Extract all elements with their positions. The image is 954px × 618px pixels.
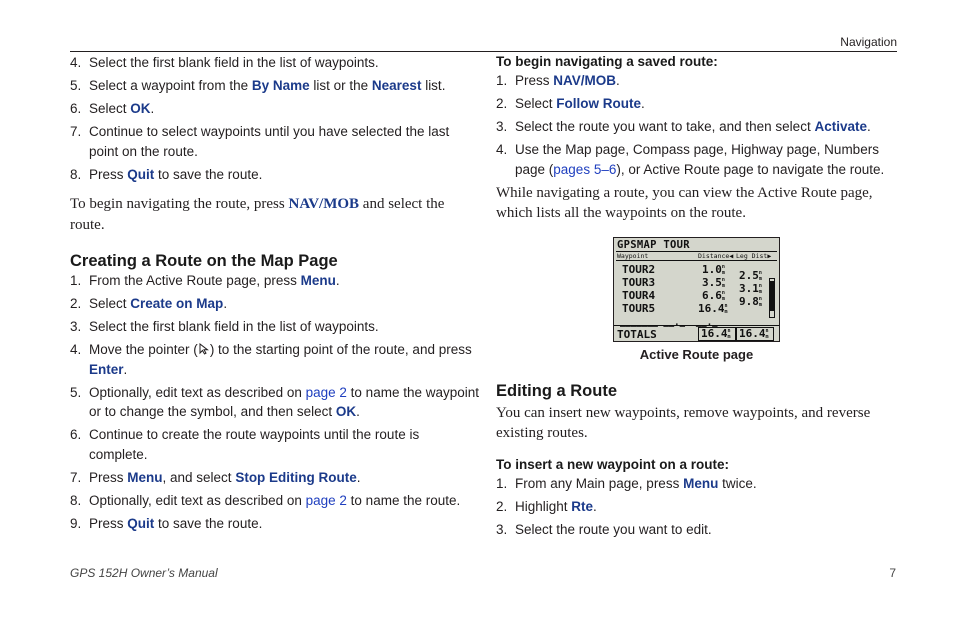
step-text: . — [866, 119, 871, 134]
steps-list-bottom — [70, 271, 480, 533]
step-text: Optionally, edit text as described on — [89, 384, 306, 400]
step-number: 3. — [496, 521, 508, 537]
step-number: 5. — [70, 384, 82, 400]
unit-top: n — [758, 295, 762, 302]
unit-top: n — [721, 276, 725, 283]
step-item — [496, 117, 896, 137]
ui-term: Quit — [127, 166, 155, 182]
step-number: 1. — [496, 475, 508, 491]
step-text: to name the route. — [346, 492, 461, 508]
step-text: to save the route. — [154, 166, 263, 182]
step-number: 7. — [70, 124, 82, 139]
nav-mob-key: NAV/MOB — [288, 196, 360, 212]
waypoint-distance — [702, 277, 727, 289]
unit-bottom: m — [724, 308, 728, 315]
ui-term: Rte — [571, 498, 594, 514]
page-link[interactable]: page 2 — [305, 384, 347, 400]
waypoint-distance — [702, 264, 727, 276]
unit-label — [725, 303, 730, 315]
step-text: Press — [89, 515, 128, 531]
running-header: Navigation — [840, 35, 897, 49]
totals-label: TOTALS — [617, 327, 657, 341]
step-item — [70, 99, 480, 119]
unit-bottom: m — [721, 295, 725, 302]
step-item — [496, 71, 896, 91]
step-number: 5. — [70, 78, 82, 93]
unit-label — [766, 328, 771, 340]
step-text: Continue to select waypoints until you have selected the last point on the route. — [89, 124, 450, 159]
step-item — [496, 474, 896, 494]
step-item — [70, 468, 480, 488]
leg-value: 2.5 — [739, 268, 759, 282]
left-column — [70, 52, 480, 537]
unit-label — [759, 270, 764, 282]
unit-top: n — [765, 327, 769, 334]
ui-term: Follow Route — [556, 96, 642, 111]
unit-label — [722, 277, 727, 289]
unit-bottom: m — [758, 301, 762, 308]
step-text: . — [356, 469, 361, 485]
step-item — [70, 425, 480, 464]
step-item — [70, 122, 480, 161]
step-number: 1. — [496, 73, 508, 88]
step-number: 1. — [70, 273, 82, 288]
step-text: . — [123, 361, 128, 377]
gps-screen — [613, 237, 780, 342]
step-number: 3. — [70, 319, 82, 334]
active-route-figure — [613, 237, 780, 362]
unit-top: n — [727, 327, 731, 334]
distance-value: 16.4 — [698, 301, 725, 315]
step-text: to name the waypoint or to change the symbol, and then select — [89, 384, 480, 419]
unit-bottom: m — [721, 269, 725, 276]
ui-term: Quit — [127, 515, 155, 531]
unit-label — [722, 290, 727, 302]
step-number: 6. — [70, 427, 82, 442]
step-item — [70, 383, 480, 422]
step-text: Select — [89, 296, 131, 311]
step-text: ), or Active Route page to navigate the route. — [616, 161, 885, 177]
step-text: From any Main page, press — [515, 475, 684, 491]
ui-term: Menu — [127, 469, 163, 485]
step-number: 4. — [496, 142, 508, 157]
arrow-right-icon: ▶ — [767, 251, 772, 260]
step-text: . — [356, 404, 360, 419]
leg-value: 9.8 — [739, 294, 759, 308]
step-text: Press — [515, 73, 554, 88]
unit-label — [728, 328, 733, 340]
step-text: . — [616, 73, 620, 88]
step-text: Use the Map page, Compass page, Highway page, Numbers page ( — [515, 142, 879, 177]
ui-term: NAV/MOB — [553, 73, 617, 88]
step-item — [70, 340, 480, 379]
pointer-icon — [198, 342, 210, 357]
step-text: Select a waypoint from the — [89, 78, 252, 93]
total-leg — [736, 327, 774, 341]
blank-leg-dashes: __._ — [695, 317, 718, 328]
unit-label — [759, 296, 764, 308]
step-item — [496, 520, 896, 540]
unit-bottom: m — [758, 288, 762, 295]
step-number: 6. — [70, 101, 82, 116]
procedure-heading-navigate: To begin navigating a saved route: — [496, 54, 718, 69]
leg-distance — [739, 270, 764, 282]
step-text: Select — [515, 96, 557, 111]
step-text: Select the route you want to edit. — [515, 521, 712, 537]
waypoint-name: TOUR4 — [622, 288, 656, 302]
arrow-left-icon: ◀ — [729, 251, 734, 260]
waypoint-distance — [702, 290, 727, 302]
step-item — [70, 491, 480, 511]
distance-value: 6.6 — [702, 288, 722, 302]
footer-manual-title: GPS 152H Owner’s Manual — [70, 566, 218, 580]
column-header-leg-label: Leg Dist — [736, 251, 768, 260]
step-item — [496, 497, 896, 517]
unit-bottom: m — [727, 333, 731, 340]
step-text: . — [593, 498, 597, 514]
ui-term: Menu — [300, 273, 336, 288]
column-header-distance — [698, 252, 733, 260]
step-text: . — [223, 296, 228, 311]
ui-term: Enter — [89, 361, 124, 377]
unit-top: n — [758, 282, 762, 289]
step-text: Press — [89, 166, 128, 182]
step-number: 8. — [70, 166, 82, 182]
unit-bottom: m — [721, 282, 725, 289]
waypoint-name: TOUR3 — [622, 275, 656, 289]
gps-screen-title: GPSMAP TOUR — [617, 238, 690, 251]
ui-term: Stop Editing Route — [235, 469, 357, 485]
steps-list-insert — [496, 474, 896, 540]
unit-top: n — [758, 269, 762, 276]
step-text: Continue to create the route waypoints until the route is complete. — [89, 427, 420, 462]
waypoint-name: TOUR5 — [622, 301, 656, 315]
scrollbar — [769, 278, 775, 318]
total-distance — [698, 327, 736, 341]
ui-term: By Name — [251, 78, 310, 93]
ui-term: OK — [335, 404, 357, 419]
step-text: Move the pointer ( — [89, 342, 198, 357]
step-item — [70, 76, 480, 96]
unit-bottom: m — [758, 275, 762, 282]
totals-bar — [614, 325, 779, 341]
step-text: Press — [89, 469, 128, 485]
unit-top: n — [721, 263, 725, 270]
step-text: From the Active Route page, press — [89, 273, 301, 288]
navigate-paragraph — [70, 194, 480, 235]
step-number: 4. — [70, 55, 82, 70]
step-number: 8. — [70, 492, 82, 508]
distance-value: 3.5 — [702, 275, 722, 289]
unit-top: n — [721, 289, 725, 296]
step-text: ) to the starting point of the route, and press — [209, 342, 472, 357]
leg-distance — [739, 283, 764, 295]
blank-row-dashes: _______ __._ — [620, 317, 686, 328]
step-text: , and select — [162, 469, 236, 485]
step-item — [70, 53, 480, 73]
step-number: 2. — [496, 498, 508, 514]
total-leg-value: 16.4 — [739, 326, 766, 340]
unit-label — [759, 283, 764, 295]
step-item — [496, 94, 896, 114]
step-number: 3. — [496, 119, 508, 134]
section-heading-create-on-map: Creating a Route on the Map Page — [70, 252, 338, 270]
section-heading-editing-route: Editing a Route — [496, 381, 617, 400]
ui-term: Menu — [683, 475, 719, 491]
step-item — [496, 140, 896, 179]
step-item — [70, 165, 480, 185]
step-text: . — [335, 273, 340, 288]
step-item — [70, 271, 480, 291]
ui-term: Create on Map — [130, 296, 224, 311]
waypoint-name: TOUR2 — [622, 262, 656, 276]
step-number: 9. — [70, 515, 82, 531]
steps-list-top — [70, 53, 480, 184]
waypoint-distance — [698, 303, 730, 315]
step-text: list. — [421, 78, 446, 93]
ui-term: Activate — [814, 119, 867, 134]
step-number: 2. — [70, 296, 82, 311]
step-number: 7. — [70, 469, 82, 485]
step-text: to save the route. — [154, 515, 263, 531]
steps-list-navigate — [496, 71, 896, 179]
paragraph-text: and select the route. — [70, 196, 445, 233]
step-text: Select the first blank field in the list of waypoints. — [89, 319, 379, 334]
active-route-paragraph: While navigating a route, you can view the Active Route page, which lists all the waypoints on the route. — [496, 184, 873, 221]
right-column — [496, 52, 896, 543]
column-header-leg — [736, 252, 771, 260]
step-text: Select the route you want to take, and then select — [515, 119, 815, 134]
ui-term: Nearest — [371, 78, 422, 93]
scrollbar-thumb — [770, 281, 774, 311]
step-text: Select the first blank field in the list of waypoints. — [89, 55, 379, 70]
step-text: list or the — [309, 78, 372, 93]
step-text: Optionally, edit text as described on — [89, 492, 306, 508]
step-text: Select — [89, 101, 131, 116]
page-link[interactable]: pages 5–6 — [553, 161, 617, 177]
step-text: twice. — [718, 475, 757, 491]
step-text: . — [150, 101, 155, 116]
step-text: Highlight — [515, 498, 572, 514]
paragraph-text: To begin navigating the route, press — [70, 196, 289, 212]
step-item — [70, 317, 480, 337]
divider — [616, 260, 777, 261]
procedure-heading-insert: To insert a new waypoint on a route: — [496, 456, 730, 472]
step-number: 4. — [70, 342, 82, 357]
unit-top: n — [724, 302, 728, 309]
leg-value: 3.1 — [739, 281, 759, 295]
unit-label — [722, 264, 727, 276]
leg-distance — [739, 296, 764, 308]
distance-value: 1.0 — [702, 262, 722, 276]
figure-caption: Active Route page — [639, 346, 754, 362]
column-header-distance-label: Distance — [698, 251, 730, 260]
step-item — [70, 514, 480, 534]
column-header-waypoint: Waypoint — [617, 251, 649, 260]
ui-term: OK — [130, 101, 151, 116]
footer-page-number: 7 — [889, 566, 896, 580]
step-text: . — [641, 96, 645, 111]
total-distance-value: 16.4 — [701, 326, 728, 340]
step-item — [70, 294, 480, 314]
editing-paragraph: You can insert new waypoints, remove waypoints, and reverse existing routes. — [496, 404, 871, 441]
unit-bottom: m — [765, 333, 769, 340]
step-number: 2. — [496, 96, 508, 111]
page-link[interactable]: page 2 — [305, 492, 347, 508]
